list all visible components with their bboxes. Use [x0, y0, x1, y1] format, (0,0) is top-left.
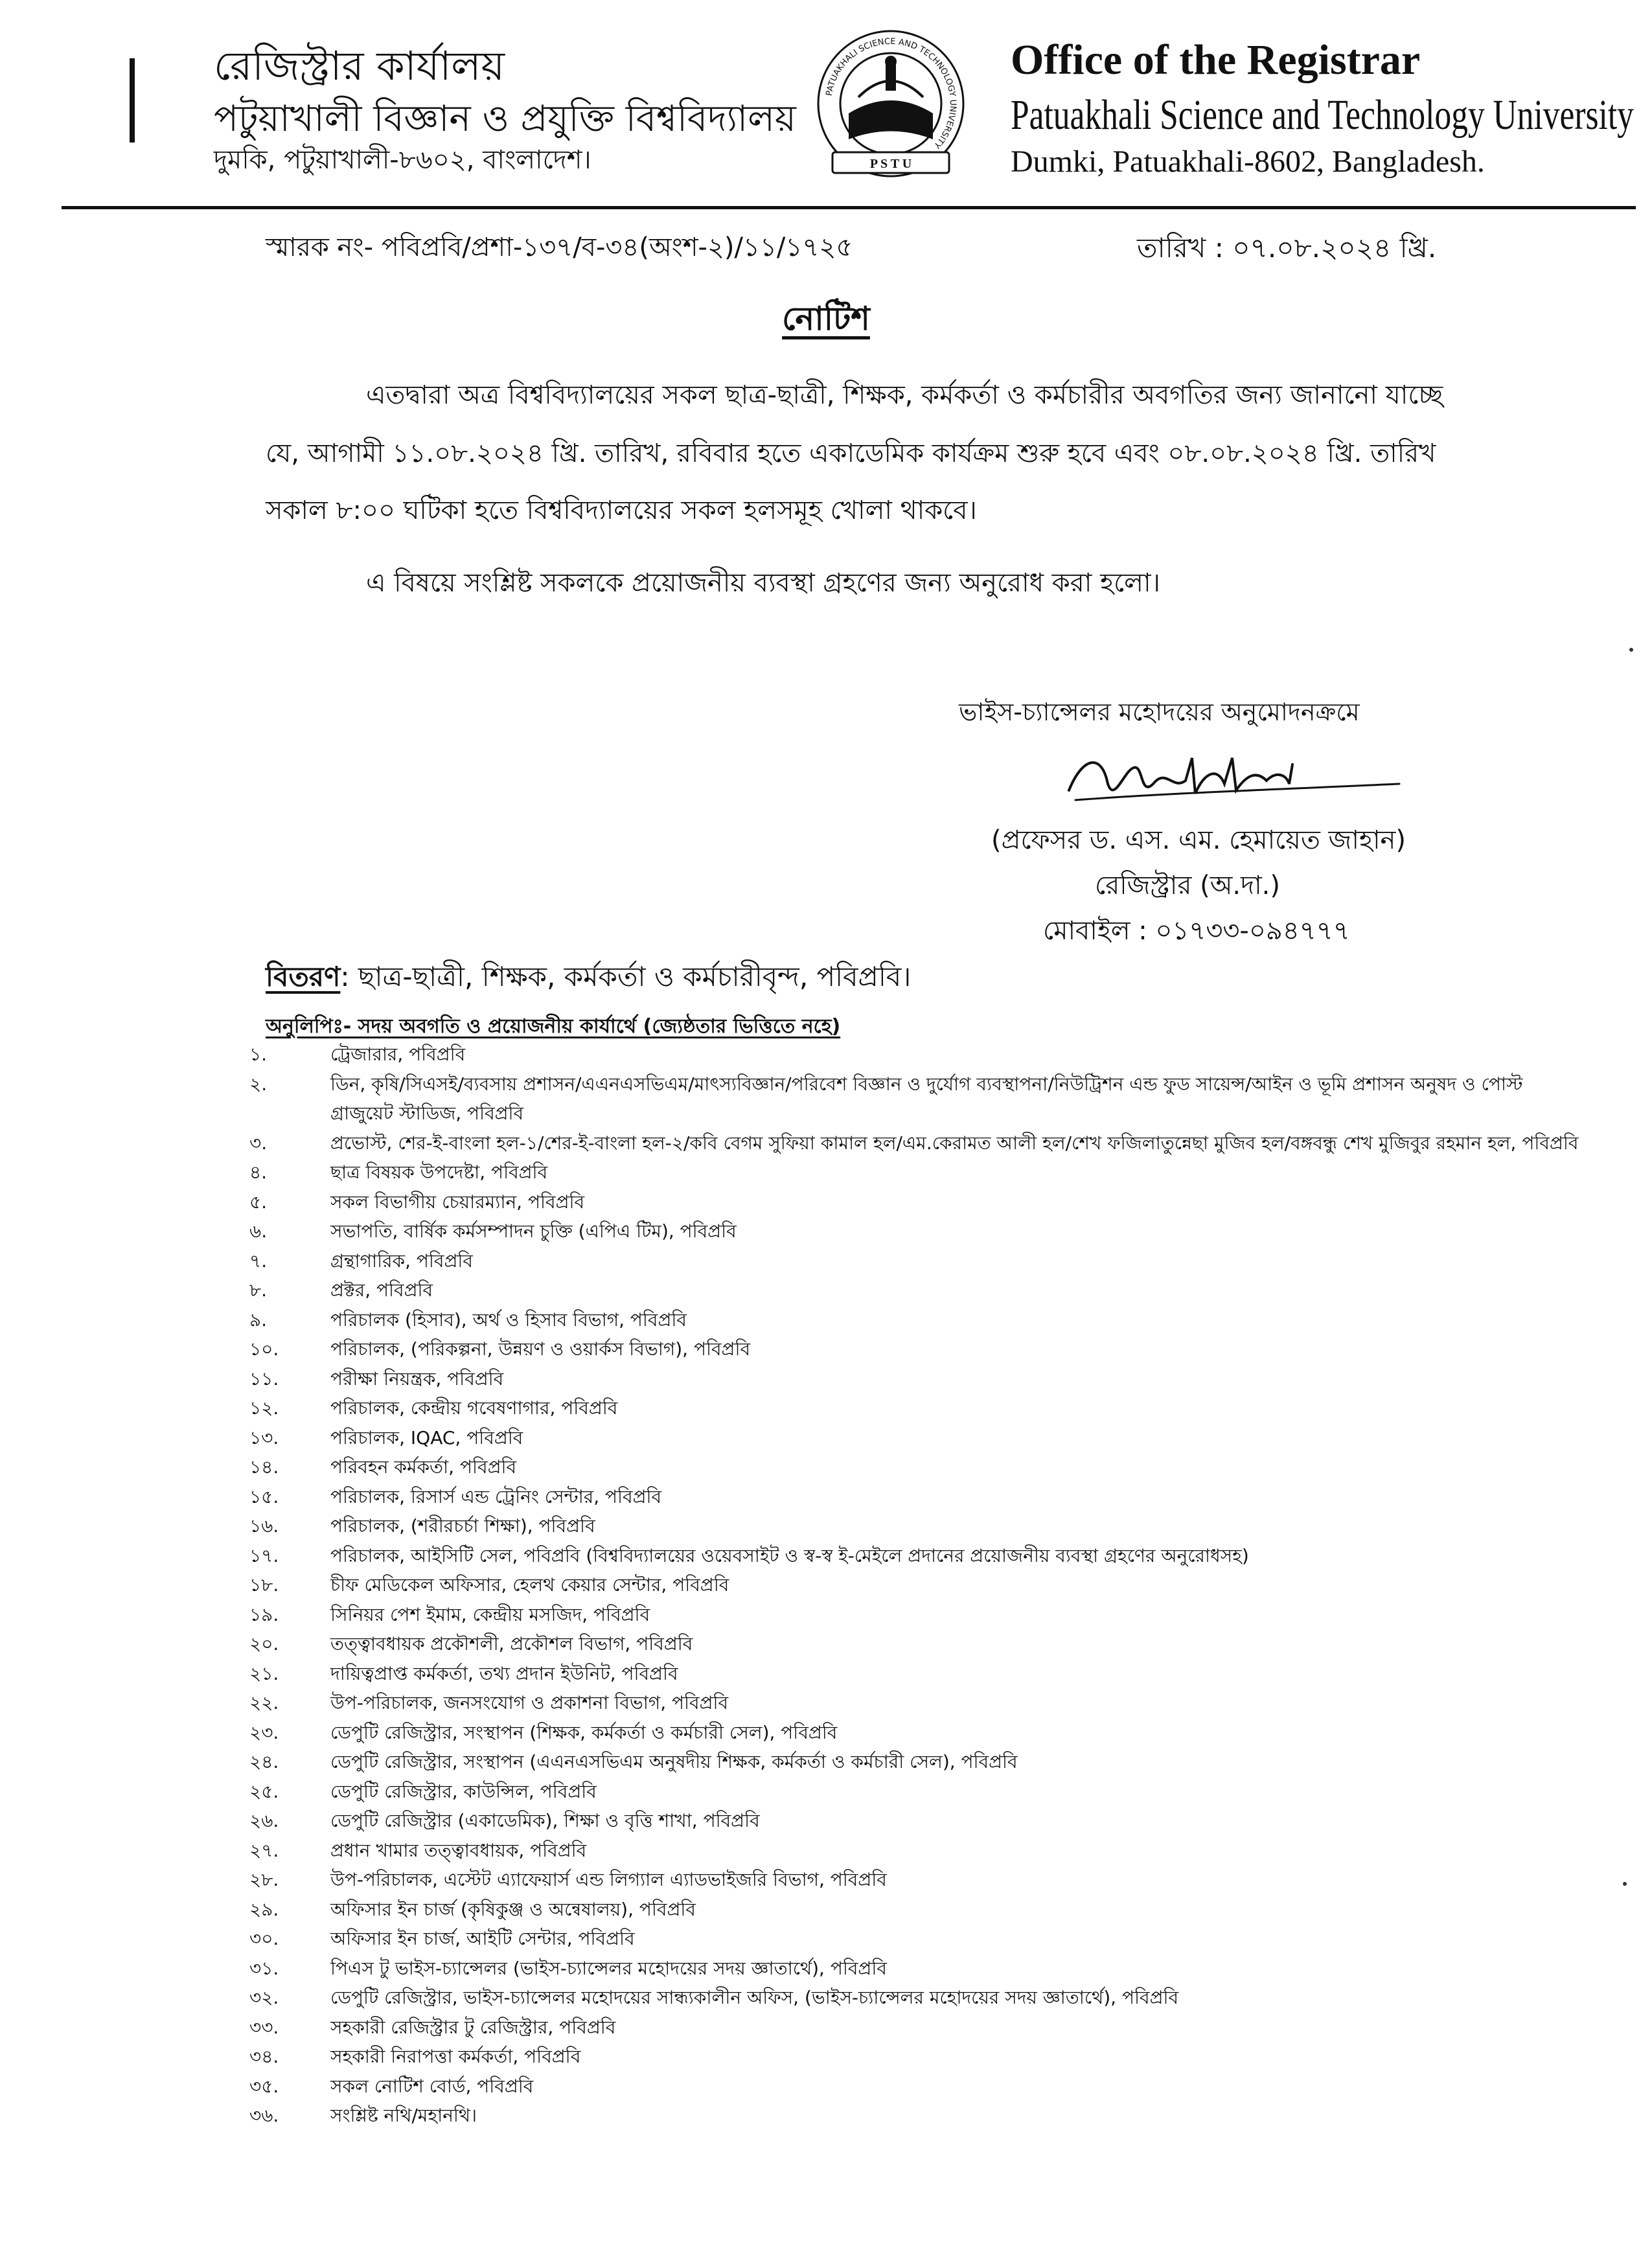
- copy-item-text: উপ-পরিচালক, জনসংযোগ ও প্রকাশনা বিভাগ, পবিপ্রবি: [330, 1692, 729, 1713]
- notice-title: [0, 295, 1652, 349]
- copy-item-number: ১৭.: [249, 1544, 279, 1566]
- body-line-4: এ বিষয়ে সংশ্লিষ্ট সকলকে প্রয়োজনীয় ব্যবস্থা গ্রহণের জন্য অনুরোধ করা হলো।: [366, 568, 1160, 598]
- copy-recipient-item: [249, 1423, 1584, 1453]
- copy-item-number: ৪.: [249, 1162, 268, 1183]
- copy-item-text: সকল নোটিশ বোর্ড, পবিপ্রবি: [330, 2075, 534, 2097]
- memo-date: তারিখ : ০৭.০৮.২০২৪ খ্রি.: [1137, 232, 1437, 264]
- copy-item-text: পরিচালক, আইসিটি সেল, পবিপ্রবি (বিশ্ববিদ্যালয়ের ওয়েবসাইট ও স্ব-স্ব ই-মেইলে প্রদানের প্রয়োজনীয় ব্যবস্থা গ্রহণের অনুরোধসহ): [330, 1544, 1249, 1566]
- copy-item-text: ডিন, কৃষি/সিএসই/ব্যবসায় প্রশাসন/এএনএসভিএম/মাৎস্যবিজ্ঞান/পরিবেশ বিজ্ঞান ও দুর্যোগ ব্যবস্থাপনা/নিউট্রিশন এন্ড ফুড সায়েন্স/আইন ও ভূমি প্রশাসন অনুষদ ও পোস্ট গ্রাজুয়েট স্টাডিজ, পবিপ্রবি: [330, 1073, 1523, 1124]
- distribution-text: : ছাত্র-ছাত্রী, শিক্ষক, কর্মকর্তা ও কর্মচারীবৃন্দ, পবিপ্রবি।: [340, 961, 912, 992]
- copy-item-text: পরিচালক, কেন্দ্রীয় গবেষণাগার, পবিপ্রবি: [330, 1397, 618, 1419]
- scan-speck: [1623, 1882, 1627, 1886]
- copy-item-text: তত্ত্বাবধায়ক প্রকৌশলী, প্রকৌশল বিভাগ, পবিপ্রবি: [330, 1633, 693, 1655]
- copy-item-number: ২৮.: [249, 1869, 279, 1890]
- copy-recipient-item: [249, 1276, 1584, 1305]
- copy-item-text: ডেপুটি রেজিস্ট্রার, সংস্থাপন (শিক্ষক, কর্মকর্তা ও কর্মচারী সেল), পবিপ্রবি: [330, 1721, 838, 1743]
- copy-recipient-item: [249, 1688, 1584, 1718]
- handwritten-signature: [1062, 745, 1412, 816]
- copy-recipient-item: [249, 1334, 1584, 1364]
- copy-recipient-item: [249, 1806, 1584, 1836]
- copy-item-number: ৩০.: [249, 1928, 279, 1949]
- copy-item-number: ১৫.: [249, 1485, 279, 1507]
- copy-item-number: ৫.: [249, 1191, 268, 1213]
- copy-recipient-item: [249, 2101, 1584, 2131]
- distribution: [266, 956, 911, 1002]
- copy-item-text: সভাপতি, বার্ষিক কর্মসম্পাদন চুক্তি (এপিএ টিম), পবিপ্রবি: [330, 1220, 737, 1242]
- copy-item-text: প্রধান খামার তত্ত্বাবধায়ক, পবিপ্রবি: [330, 1839, 587, 1861]
- body-line-1: এতদ্বারা অত্র বিশ্ববিদ্যালয়ের সকল ছাত্র-ছাত্রী, শিক্ষক, কর্মকর্তা ও কর্মচারীর অবগতির জন্য জানানো যাচ্ছে: [366, 380, 1443, 410]
- copy-item-number: ৭.: [249, 1250, 268, 1272]
- copy-recipient-item: [249, 1187, 1584, 1217]
- copy-item-number: ২০.: [249, 1633, 279, 1655]
- copy-item-text: সকল বিভাগীয় চেয়ারম্যান, পবিপ্রবি: [330, 1191, 585, 1213]
- copy-recipient-item: [249, 1836, 1584, 1866]
- copy-item-number: ২৬.: [249, 1810, 279, 1831]
- copy-recipient-item: [249, 1570, 1584, 1600]
- copy-item-number: ১৮.: [249, 1574, 279, 1596]
- copy-item-number: ২২.: [249, 1692, 279, 1713]
- copy-item-text: ডেপুটি রেজিস্ট্রার, সংস্থাপন (এএনএসভিএম অনুষদীয় শিক্ষক, কর্মকর্তা ও কর্মচারী সেল), পবিপ্রবি: [330, 1751, 1018, 1772]
- copy-item-text: পরিচালক, IQAC, পবিপ্রবি: [330, 1426, 523, 1449]
- distribution-label: বিতরণ: [266, 961, 341, 992]
- copy-item-number: ২৪.: [249, 1751, 279, 1772]
- bn-office-name: রেজিস্ট্রার কার্যালয়: [214, 42, 505, 89]
- copy-recipient-item: [249, 1070, 1584, 1128]
- copy-recipient-item: [249, 1865, 1584, 1895]
- copy-item-text: গ্রন্থাগারিক, পবিপ্রবি: [330, 1250, 473, 1272]
- copy-item-number: ১১.: [249, 1368, 279, 1390]
- en-address: Dumki, Patuakhali-8602, Bangladesh.: [1011, 144, 1485, 179]
- signatory-name: (প্রফেসর ড. এস. এম. হেমায়েত জাহান): [991, 825, 1406, 855]
- copy-recipient-item: [249, 1482, 1584, 1512]
- copy-item-text: দায়িত্বপ্রাপ্ত কর্মকর্তা, তথ্য প্রদান ইউনিট, পবিপ্রবি: [330, 1662, 678, 1684]
- copy-recipient-item: [249, 1659, 1584, 1689]
- copy-item-number: ২.: [249, 1073, 268, 1095]
- copy-recipient-item: [249, 1158, 1584, 1187]
- copy-recipient-item: [249, 1541, 1584, 1571]
- copies-list: [249, 1040, 1584, 2131]
- bn-address: দুমকি, পটুয়াখালী-৮৬০২, বাংলাদেশ।: [214, 145, 591, 175]
- copy-item-text: সিনিয়র পেশ ইমাম, কেন্দ্রীয় মসজিদ, পবিপ্রবি: [330, 1603, 650, 1625]
- copy-recipient-item: [249, 2013, 1584, 2043]
- copy-item-text: পরীক্ষা নিয়ন্ত্রক, পবিপ্রবি: [330, 1368, 504, 1390]
- copy-recipient-item: [249, 1217, 1584, 1246]
- copy-item-number: ৩১.: [249, 1957, 279, 1979]
- copy-item-number: ২৯.: [249, 1898, 279, 1920]
- copy-item-text: পরিচালক, (পরিকল্পনা, উন্নয়ণ ও ওয়ার্কস বিভাগ), পবিপ্রবি: [330, 1338, 751, 1360]
- en-office-name: Office of the Registrar: [1011, 36, 1421, 84]
- copy-item-text: ডেপুটি রেজিস্ট্রার, ভাইস-চ্যান্সেলর মহোদয়ের সান্ধ্যকালীন অফিস, (ভাইস-চ্যান্সেলর মহোদয়ের সদয় জ্ঞাতার্থে), পবিপ্রবি: [330, 1987, 1179, 2008]
- copy-item-number: ৩৪.: [249, 2046, 279, 2067]
- copy-item-text: চীফ মেডিকেল অফিসার, হেলথ কেয়ার সেন্টার, পবিপ্রবি: [330, 1574, 729, 1596]
- copy-item-number: ১০.: [249, 1338, 279, 1360]
- copy-recipient-item: [249, 1924, 1584, 1954]
- copy-item-text: অফিসার ইন চার্জ, আইটি সেন্টার, পবিপ্রবি: [330, 1928, 635, 1949]
- copy-recipient-item: [249, 1393, 1584, 1423]
- copy-item-text: সংশ্লিষ্ট নথি/মহানথি।: [330, 2105, 477, 2126]
- copy-recipient-item: [249, 1600, 1584, 1630]
- body-line-3: সকাল ৮:০০ ঘটিকা হতে বিশ্ববিদ্যালয়ের সকল হলসমূহ খোলা থাকবে।: [266, 496, 977, 525]
- copy-recipient-item: [249, 1747, 1584, 1777]
- copy-item-number: ৩৫.: [249, 2075, 279, 2097]
- copy-item-number: ১২.: [249, 1397, 279, 1419]
- copy-item-text: প্রভোস্ট, শের-ই-বাংলা হল-১/শের-ই-বাংলা হল-২/কবি বেগম সুফিয়া কামাল হল/এম.কেরামত আলী হল/শেখ ফজিলাতুন্নেছা মুজিব হল/বঙ্গবন্ধু শেখ মুজিবুর রহমান হল, পবিপ্রবি: [330, 1132, 1579, 1154]
- copy-item-number: ৩৬.: [249, 2105, 279, 2126]
- copy-item-number: ৩২.: [249, 1987, 279, 2008]
- copy-item-text: ডেপুটি রেজিস্ট্রার (একাডেমিক), শিক্ষা ও বৃত্তি শাখা, পবিপ্রবি: [330, 1810, 760, 1831]
- margin-mark: [130, 58, 135, 143]
- copy-recipient-item: [249, 1364, 1584, 1394]
- signatory-mobile: মোবাইল : ০১৭৩৩-০৯৪৭৭৭: [1043, 916, 1350, 946]
- copy-recipient-item: [249, 1128, 1584, 1158]
- copy-item-text: সহকারী রেজিস্ট্রার টু রেজিস্ট্রার, পবিপ্রবি: [330, 2016, 616, 2038]
- en-university-name: Patuakhali Science and Technology University: [1011, 91, 1634, 139]
- copy-item-number: ২৫.: [249, 1780, 279, 1802]
- copy-item-number: ৮.: [249, 1279, 268, 1301]
- copy-item-text: ছাত্র বিষয়ক উপদেষ্টা, পবিপ্রবি: [330, 1162, 548, 1183]
- copy-recipient-item: [249, 1452, 1584, 1482]
- copy-recipient-item: [249, 1305, 1584, 1335]
- copy-recipient-item: [249, 1983, 1584, 2013]
- copy-item-number: ৩৩.: [249, 2016, 279, 2038]
- copy-recipient-item: [249, 1629, 1584, 1659]
- approval-note: ভাইস-চ্যান্সেলর মহোদয়ের অনুমোদনক্রমে: [959, 698, 1360, 726]
- copy-item-number: ২৩.: [249, 1721, 279, 1743]
- copy-item-number: ১৪.: [249, 1456, 279, 1478]
- copy-recipient-item: [249, 1718, 1584, 1748]
- copy-recipient-item: [249, 1777, 1584, 1807]
- signatory-title: রেজিস্ট্রার (অ.দা.): [1095, 871, 1281, 900]
- copy-recipient-item: [249, 2042, 1584, 2072]
- copy-item-text: পরিবহন কর্মকর্তা, পবিপ্রবি: [330, 1456, 517, 1478]
- copy-item-number: ১৩.: [249, 1426, 279, 1449]
- copy-item-text: ট্রেজারার, পবিপ্রবি: [330, 1044, 466, 1065]
- logo-base-text: P S T U: [869, 157, 912, 171]
- body-line-2: যে, আগামী ১১.০৮.২০২৪ খ্রি. তারিখ, রবিবার হতে একাডেমিক কার্যক্রম শুরু হবে এবং ০৮.০৮.২০২৪ খ্রি. তারিখ: [266, 439, 1436, 468]
- bn-university-name: পটুয়াখালী বিজ্ঞান ও প্রযুক্তি বিশ্ববিদ্যালয়: [214, 98, 796, 140]
- memo-reference: স্মারক নং- পবিপ্রবি/প্রশা-১৩৭/ব-৩৪(অংশ-২)/১১/১৭২৫: [266, 233, 853, 262]
- copy-item-text: পরিচালক, রিসার্স এন্ড ট্রেনিং সেন্টার, পবিপ্রবি: [330, 1485, 662, 1507]
- copy-recipient-item: [249, 1954, 1584, 1984]
- logo-ring-text: PATUAKHALI SCIENCE AND TECHNOLOGY UNIVERSITY: [824, 36, 958, 150]
- copy-recipient-item: [249, 1511, 1584, 1541]
- copy-item-text: পরিচালক (হিসাব), অর্থ ও হিসাব বিভাগ, পবিপ্রবি: [330, 1309, 687, 1331]
- copy-recipient-item: [249, 2072, 1584, 2102]
- copy-recipient-item: [249, 1040, 1584, 1070]
- copy-item-text: সহকারী নিরাপত্তা কর্মকর্তা, পবিপ্রবি: [330, 2046, 581, 2067]
- scan-speck: [1629, 648, 1633, 652]
- copy-item-number: ৯.: [249, 1309, 268, 1331]
- copy-item-number: ৩.: [249, 1132, 268, 1154]
- university-logo: [813, 26, 969, 181]
- copy-item-text: পিএস টু ভাইস-চ্যান্সেলর (ভাইস-চ্যান্সেলর মহোদয়ের সদয় জ্ঞাতার্থে), পবিপ্রবি: [330, 1957, 887, 1979]
- copy-item-text: উপ-পরিচালক, এস্টেট এ্যাফেয়ার্স এন্ড লিগ্যাল এ্যাডভাইজরি বিভাগ, পবিপ্রবি: [330, 1869, 887, 1890]
- copy-recipient-item: [249, 1246, 1584, 1276]
- copy-item-number: ২৭.: [249, 1839, 279, 1861]
- copy-item-text: ডেপুটি রেজিস্ট্রার, কাউন্সিল, পবিপ্রবি: [330, 1780, 597, 1802]
- copy-item-number: ১৬.: [249, 1515, 279, 1537]
- copy-item-number: ১৯.: [249, 1603, 279, 1625]
- copy-item-text: অফিসার ইন চার্জ (কৃষিকুঞ্জ ও অন্বেষালয়), পবিপ্রবি: [330, 1898, 696, 1920]
- copy-item-text: প্রক্টর, পবিপ্রবি: [330, 1279, 433, 1301]
- header-divider: [62, 206, 1636, 209]
- copy-item-number: ১.: [249, 1044, 268, 1065]
- copy-item-number: ৬.: [249, 1220, 268, 1242]
- copy-recipient-item: [249, 1895, 1584, 1925]
- copy-item-number: ২১.: [249, 1662, 279, 1684]
- copies-heading: অনুলিপিঃ- সদয় অবগতি ও প্রয়োজনীয় কার্যার্থে (জ্যেষ্ঠতার ভিত্তিতে নহে): [266, 1015, 841, 1038]
- copy-item-text: পরিচালক, (শরীরচর্চা শিক্ষা), পবিপ্রবি: [330, 1515, 595, 1537]
- notice-title-text: নোটিশ: [782, 300, 870, 338]
